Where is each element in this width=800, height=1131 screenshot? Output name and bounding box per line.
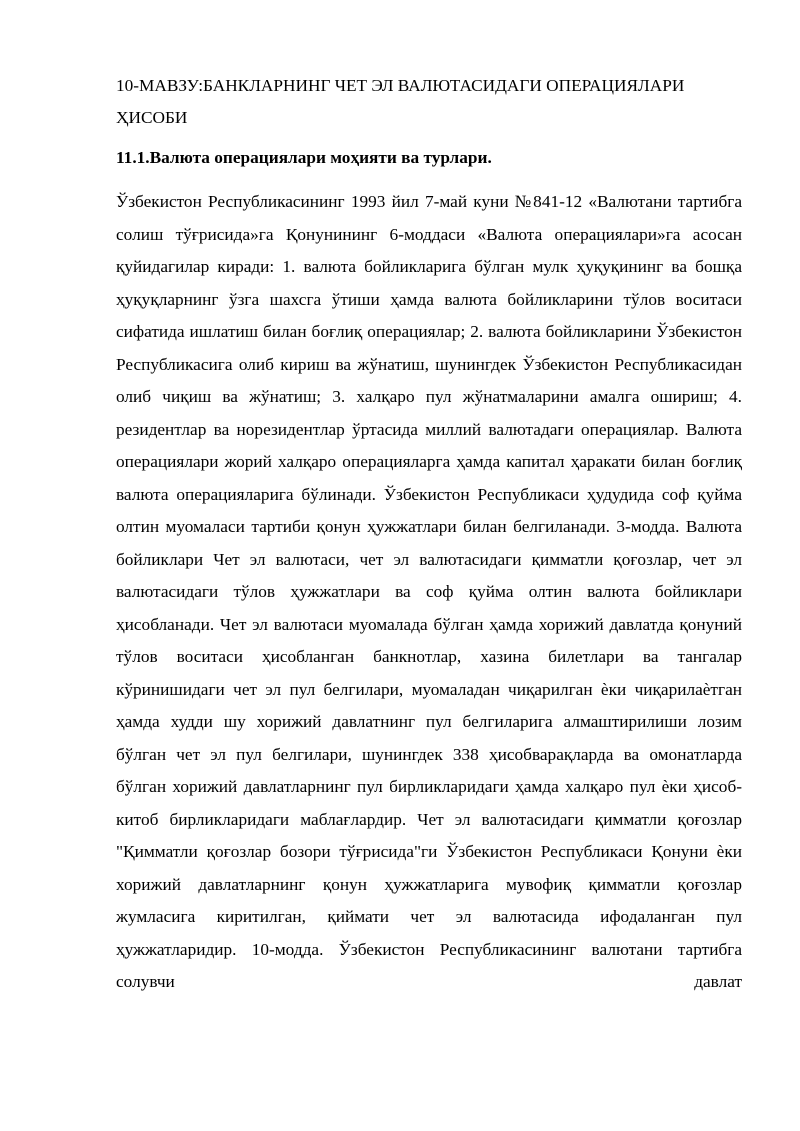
document-title: 10-МАВЗУ:БАНКЛАРНИНГ ЧЕТ ЭЛ ВАЛЮТАСИДАГИ ОПЕРАЦИЯЛАРИ ҲИСОБИ bbox=[116, 76, 685, 127]
section-heading: 11.1.Валюта операциялари моҳияти ва турлари. bbox=[116, 148, 492, 167]
body-paragraph: Ўзбекистон Республикасининг 1993 йил 7-май куни №841-12 «Валютани тартибга солиш тўғрисида»га Қонунининг 6-моддаси «Валюта операциялари»га асосан қуйидагилар киради: 1. валюта бойликларига бўлган мулк ҳуқуқининг ва бошқа ҳуқуқларнинг ўзга шахсга ўтиши ҳамда валюта бойликларини тўлов воситаси сифатида ишлатиш билан боғлиқ операциялар; 2. валюта бойликларини Ўзбекистон Республикасига олиб кириш ва жўнатиш, шунингдек Ўзбекистон Республикасидан олиб чиқиш ва жўнатиш; 3. халқаро пул жўнатмаларини амалга ошириш; 4. резидентлар ва норезидентлар ўртасида миллий валютадаги операциялар. Валюта операциялари жорий халқаро операцияларга ҳамда капитал ҳаракати билан боғлиқ валюта операцияларига бўлинади. Ўзбекистон Республикаси ҳудудида соф қуйма олтин муомаласи тартиби қонун ҳужжатлари билан белгиланади. 3-модда. Валюта бойликлари Чет эл валютаси, чет эл валютасидаги қимматли қоғозлар, чет эл валютасидаги тўлов ҳужжатлари ва соф қуйма олтин валюта бойликлари ҳисобланади. Чет эл валютаси муомалада бўлган ҳамда хорижий давлатда қонуний тўлов воситаси ҳисобланган банкнотлар, хазина билетлари ва тангалар кўринишидаги чет эл пул белгилари, муомаладан чиқарилган ѐки чиқарилаѐтган ҳамда худди шу хорижий давлатнинг пул белгиларига алмаштирилиши лозим бўлган чет эл пул белгилари, шунингдек 338 ҳисобварақларда ва омонатларда бўлган хорижий давлатларнинг пул бирликларидаги ҳамда халқаро пул ѐки ҳисоб-китоб бирликларидаги маблағлардир. Чет эл валютасидаги қимматли қоғозлар "Қимматли қоғозлар бозори тўғрисида"ги Ўзбекистон Республикаси Қонуни ѐки хорижий давлатларнинг қонун ҳужжатларига мувофиқ қимматли қоғозлар жумласига киритилган, қиймати чет эл валютасида ифодаланган пул ҳужжатларидир. 10-модда. Ўзбекистон Республикасининг валютани тартибга солувчи давлат bbox=[116, 192, 742, 991]
document-content bbox=[116, 70, 742, 999]
